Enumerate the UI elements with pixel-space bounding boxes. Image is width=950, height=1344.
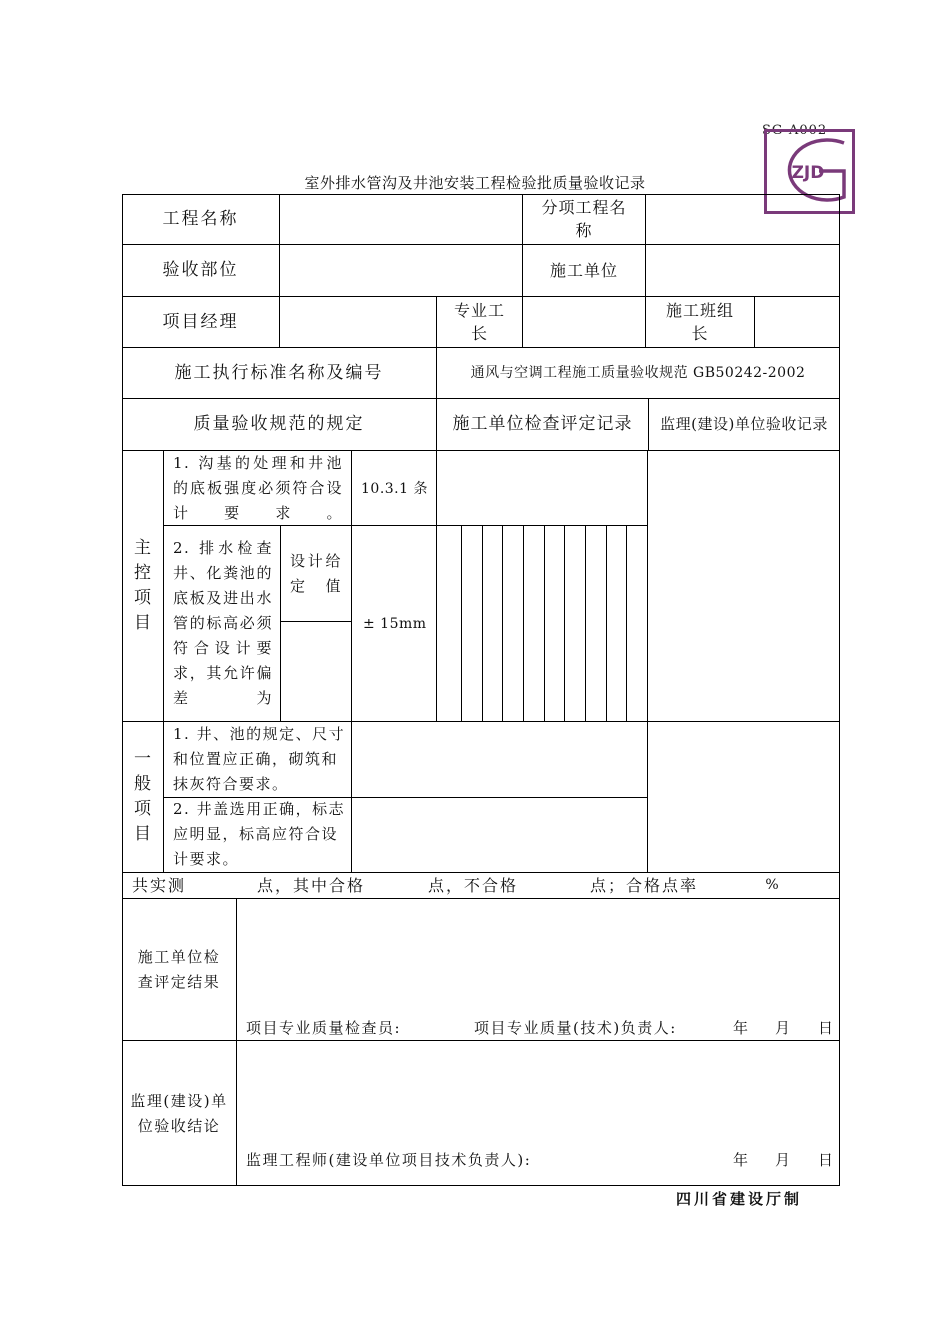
supervisor-month: 月 bbox=[775, 1151, 791, 1169]
supervisor-year: 年 bbox=[733, 1151, 749, 1169]
logo-text: ZJD bbox=[791, 163, 825, 183]
summary-rate: 点；合格点率 bbox=[590, 875, 699, 895]
tolerance-value: ± 15mm bbox=[363, 615, 427, 632]
supervising-engineer-label: 监理工程师(建设单位项目技术负责人): bbox=[246, 1151, 532, 1169]
contractor-year: 年 bbox=[733, 1019, 749, 1037]
general-item-1: 1. 井、池的规定、尺寸和位置应正确，砌筑和抹灰符合要求。 bbox=[173, 725, 346, 793]
main-control-label: 主 控 项 目 bbox=[134, 538, 151, 633]
team-leader-field[interactable] bbox=[755, 297, 839, 347]
foreman-label: 专业工长 bbox=[453, 300, 505, 343]
main-control-item-1-record[interactable] bbox=[437, 451, 647, 525]
summary-percent: % bbox=[765, 877, 779, 894]
summary-total-label: 共实测 bbox=[132, 875, 187, 895]
document-title: 室外排水管沟及井池安装工程检验批质量验收记录 bbox=[304, 174, 646, 192]
general-label: 一 般 项 目 bbox=[134, 749, 151, 844]
spec-column-header: 质量验收规范的规定 bbox=[193, 414, 365, 435]
summary-qualified: 点，其中合格 bbox=[257, 875, 366, 895]
acceptance-part-field[interactable] bbox=[280, 245, 522, 296]
contractor-record-header: 施工单位检查评定记录 bbox=[452, 414, 633, 435]
supervisor-day: 日 bbox=[818, 1151, 834, 1169]
standard-value: 通风与空调工程施工质量验收规范 GB50242-2002 bbox=[470, 364, 806, 381]
construction-unit-label: 施工单位 bbox=[549, 260, 618, 280]
project-name-field[interactable] bbox=[280, 195, 522, 244]
standard-label: 施工执行标准名称及编号 bbox=[174, 362, 384, 383]
quality-tech-lead-label: 项目专业质量(技术)负责人: bbox=[474, 1019, 677, 1037]
contractor-day: 日 bbox=[818, 1019, 834, 1037]
contractor-result-label: 施工单位检查评定结果 bbox=[137, 947, 221, 991]
inspection-form bbox=[122, 194, 840, 1186]
project-manager-label: 项目经理 bbox=[162, 311, 239, 332]
contractor-month: 月 bbox=[775, 1019, 791, 1037]
issuer-footer: 四川省建设厅制 bbox=[676, 1190, 803, 1208]
project-name-label: 工程名称 bbox=[162, 208, 239, 229]
acceptance-part-label: 验收部位 bbox=[162, 260, 239, 281]
form-code: SG-A002 bbox=[762, 123, 828, 138]
design-value-label: 设计给定值 bbox=[290, 552, 342, 595]
main-control-item-1: 1. 沟基的处理和井池的底板强度必须符合设计要求。 bbox=[173, 454, 343, 522]
sub-project-label: 分项工程名称 bbox=[541, 197, 627, 240]
sub-project-field[interactable] bbox=[646, 195, 839, 244]
construction-unit-field[interactable] bbox=[646, 245, 839, 296]
supervisor-result-label: 监理(建设)单位验收结论 bbox=[130, 1092, 228, 1135]
foreman-field[interactable] bbox=[523, 297, 645, 347]
main-control-item-2: 2. 排水检查井、化粪池的底板及进出水管的标高必须符合设计要求，其允许偏差为 bbox=[173, 539, 273, 707]
general-item-2: 2. 井盖选用正确，标志应明显，标高应符合设计要求。 bbox=[173, 800, 346, 868]
summary-unqualified: 点，不合格 bbox=[428, 875, 519, 895]
main-control-item-1-clause: 10.3.1 条 bbox=[361, 480, 428, 497]
supervisor-record-header: 监理(建设)单位验收记录 bbox=[660, 414, 828, 433]
team-leader-label: 施工班组长 bbox=[665, 300, 734, 343]
project-manager-field[interactable] bbox=[280, 297, 436, 347]
quality-inspector-label: 项目专业质量检查员: bbox=[246, 1019, 402, 1037]
